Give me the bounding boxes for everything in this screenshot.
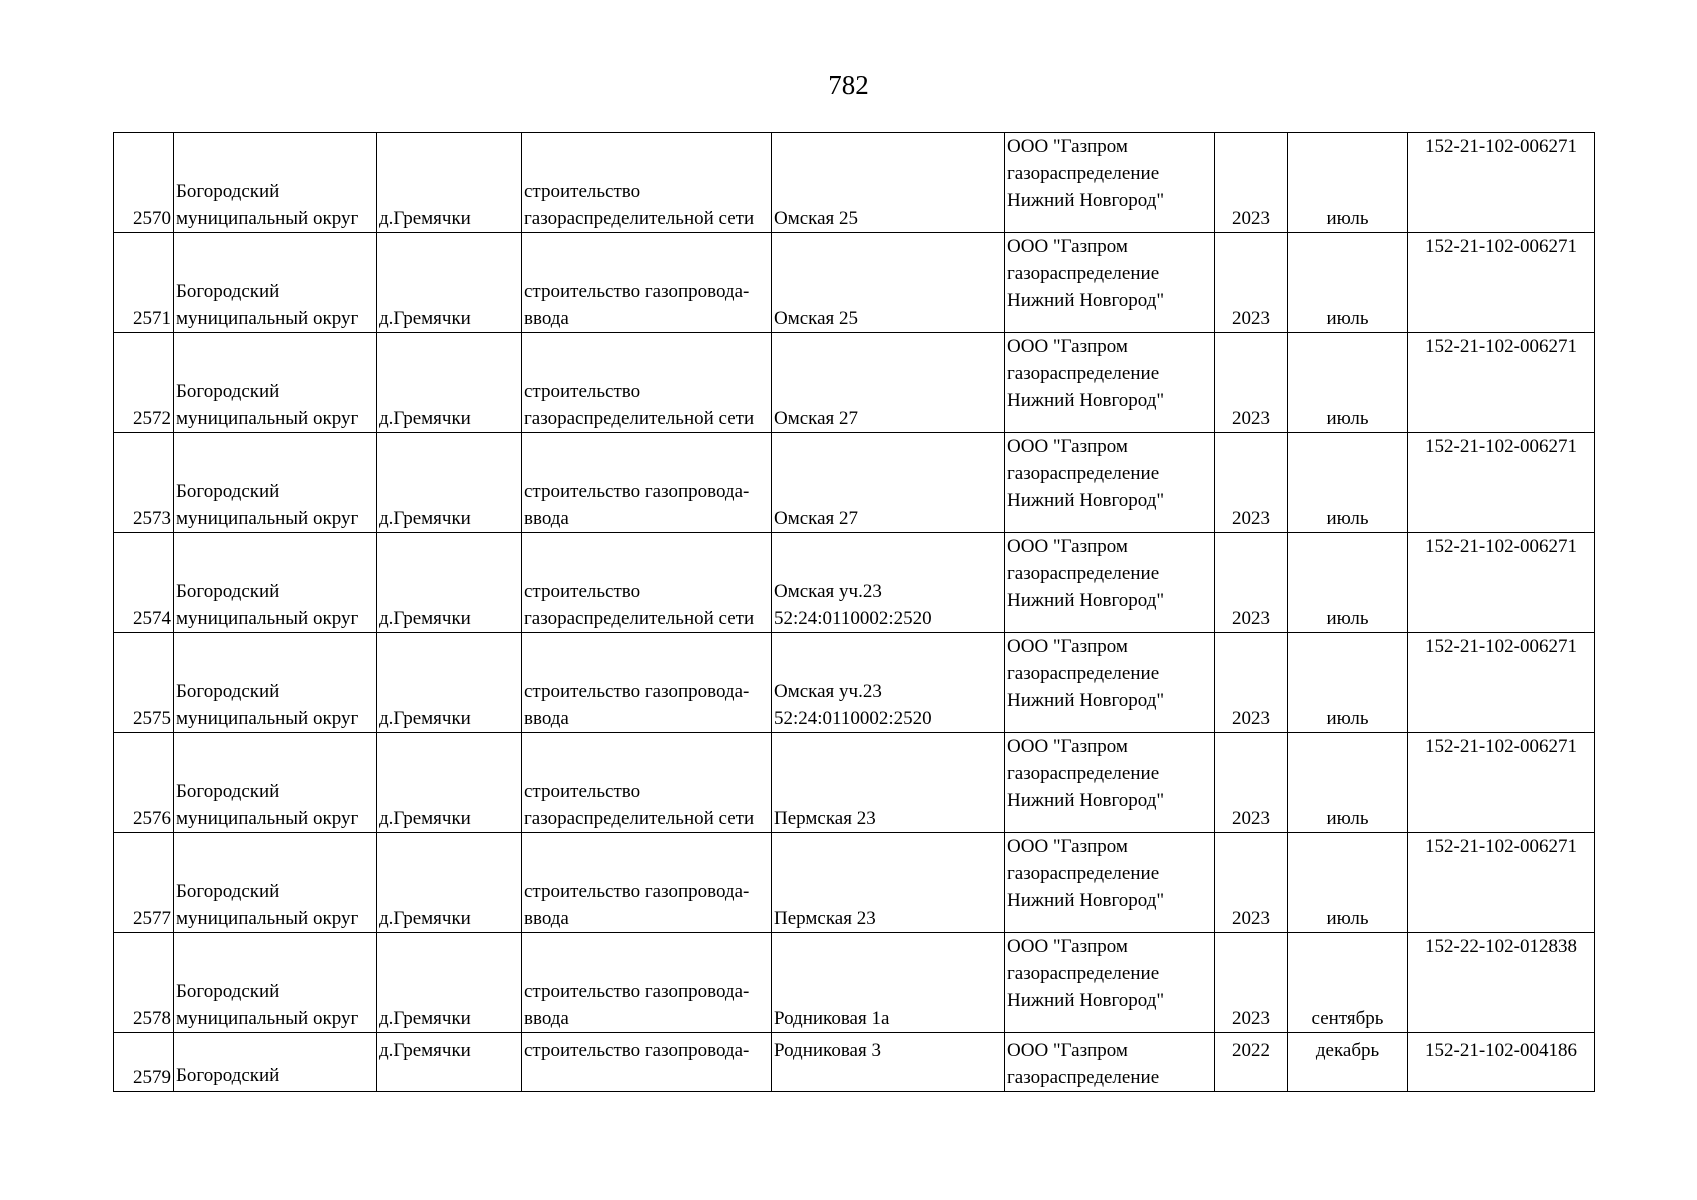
organization-cell-line: Нижний Новгород": [1007, 990, 1165, 1011]
district-cell-line: муниципальный округ: [176, 1008, 359, 1029]
address-cell-line: 52:24:0110002:2520: [774, 708, 932, 729]
district-cell-line: муниципальный округ: [176, 808, 359, 829]
work-type-cell-line: ввода: [524, 1008, 569, 1029]
month-cell: июль: [1288, 233, 1408, 333]
register-table: [113, 132, 1595, 1092]
address-cell: [772, 133, 1005, 233]
month-cell: июль: [1288, 833, 1408, 933]
organization-cell-line: газораспределение: [1007, 1067, 1160, 1088]
district-cell-line: муниципальный округ: [176, 308, 359, 329]
organization-cell: [1005, 933, 1215, 1033]
address-cell-line: Омская 27: [774, 508, 859, 529]
district-cell-line: муниципальный округ: [176, 708, 359, 729]
row-number: 2578: [114, 933, 174, 1033]
year-cell: 2022: [1215, 1033, 1288, 1092]
organization-cell-line: ООО "Газпром: [1007, 1040, 1128, 1061]
district-cell-line: Богородский: [176, 1065, 280, 1086]
year-cell: 2023: [1215, 633, 1288, 733]
work-type-cell-line: строительство: [524, 181, 641, 202]
address-cell-line: Родниковая 3: [774, 1040, 881, 1061]
permit-code-cell: 152-21-102-006271: [1408, 833, 1595, 933]
work-type-cell-line: строительство: [524, 781, 641, 802]
work-type-cell-line: ввода: [524, 908, 569, 929]
organization-cell-line: ООО "Газпром: [1007, 936, 1128, 957]
address-cell: [772, 233, 1005, 333]
district-cell: [174, 1033, 377, 1092]
work-type-cell-line: строительство: [524, 381, 641, 402]
district-cell-line: муниципальный округ: [176, 908, 359, 929]
organization-cell-line: газораспределение: [1007, 363, 1160, 384]
organization-cell-line: газораспределение: [1007, 263, 1160, 284]
address-cell: [772, 433, 1005, 533]
work-type-cell: [522, 133, 772, 233]
organization-cell: [1005, 533, 1215, 633]
organization-cell: [1005, 333, 1215, 433]
month-cell: сентябрь: [1288, 933, 1408, 1033]
work-type-cell-line: ввода: [524, 708, 569, 729]
row-number: 2571: [114, 233, 174, 333]
district-cell: [174, 733, 377, 833]
address-cell: [772, 533, 1005, 633]
permit-code-cell: 152-21-102-006271: [1408, 533, 1595, 633]
permit-code-cell: 152-22-102-012838: [1408, 933, 1595, 1033]
organization-cell: [1005, 833, 1215, 933]
address-cell: [772, 1033, 1005, 1092]
district-cell-line: Богородский: [176, 481, 280, 502]
district-cell: [174, 833, 377, 933]
address-cell-line: Омская уч.23: [774, 581, 882, 602]
work-type-cell-line: строительство газопровода-: [524, 981, 750, 1002]
address-cell-line: Родниковая 1а: [774, 1008, 890, 1029]
organization-cell-line: ООО "Газпром: [1007, 436, 1128, 457]
organization-cell-line: Нижний Новгород": [1007, 590, 1165, 611]
address-cell-line: Пермская 23: [774, 908, 876, 929]
row-number: 2579: [114, 1033, 174, 1092]
district-cell-line: Богородский: [176, 581, 280, 602]
permit-code-cell: 152-21-102-004186: [1408, 1033, 1595, 1092]
work-type-cell-line: газораспределительной сети: [524, 208, 755, 229]
district-cell-line: муниципальный округ: [176, 508, 359, 529]
address-cell: [772, 633, 1005, 733]
locality-cell: д.Гремячки: [377, 133, 522, 233]
year-cell: 2023: [1215, 333, 1288, 433]
district-cell: [174, 233, 377, 333]
year-cell: 2023: [1215, 233, 1288, 333]
year-cell: 2023: [1215, 533, 1288, 633]
work-type-cell: [522, 233, 772, 333]
locality-cell: д.Гремячки: [377, 733, 522, 833]
district-cell: [174, 533, 377, 633]
locality-cell: д.Гремячки: [377, 633, 522, 733]
address-cell-line: Омская 27: [774, 408, 859, 429]
permit-code-cell: 152-21-102-006271: [1408, 733, 1595, 833]
year-cell: 2023: [1215, 833, 1288, 933]
district-cell: [174, 333, 377, 433]
work-type-cell-line: строительство газопровода-: [524, 881, 750, 902]
table-row: [114, 233, 1595, 333]
work-type-cell: [522, 833, 772, 933]
row-number: 2572: [114, 333, 174, 433]
permit-code-cell: 152-21-102-006271: [1408, 233, 1595, 333]
organization-cell-line: ООО "Газпром: [1007, 336, 1128, 357]
row-number: 2575: [114, 633, 174, 733]
locality-cell: д.Гремячки: [377, 333, 522, 433]
work-type-cell-line: строительство газопровода-: [524, 481, 750, 502]
month-cell: июль: [1288, 333, 1408, 433]
row-number: 2573: [114, 433, 174, 533]
organization-cell: [1005, 1033, 1215, 1092]
work-type-cell-line: газораспределительной сети: [524, 408, 755, 429]
organization-cell-line: газораспределение: [1007, 663, 1160, 684]
organization-cell-line: Нижний Новгород": [1007, 790, 1165, 811]
organization-cell-line: газораспределение: [1007, 563, 1160, 584]
district-cell-line: Богородский: [176, 981, 280, 1002]
district-cell-line: Богородский: [176, 881, 280, 902]
work-type-cell: [522, 1033, 772, 1092]
district-cell-line: Богородский: [176, 181, 280, 202]
organization-cell: [1005, 433, 1215, 533]
work-type-cell-line: строительство: [524, 581, 641, 602]
district-cell-line: Богородский: [176, 281, 280, 302]
address-cell-line: 52:24:0110002:2520: [774, 608, 932, 629]
organization-cell: [1005, 633, 1215, 733]
address-cell: [772, 933, 1005, 1033]
address-cell-line: Омская 25: [774, 208, 859, 229]
locality-cell: д.Гремячки: [377, 533, 522, 633]
table-body: [114, 133, 1595, 1092]
locality-cell: д.Гремячки: [377, 933, 522, 1033]
table-row: [114, 533, 1595, 633]
district-cell-line: муниципальный округ: [176, 208, 359, 229]
table-row: [114, 133, 1595, 233]
organization-cell-line: газораспределение: [1007, 463, 1160, 484]
table-row: [114, 933, 1595, 1033]
locality-cell: д.Гремячки: [377, 433, 522, 533]
month-cell: июль: [1288, 633, 1408, 733]
address-cell-line: Омская уч.23: [774, 681, 882, 702]
year-cell: 2023: [1215, 433, 1288, 533]
month-cell: декабрь: [1288, 1033, 1408, 1092]
work-type-cell: [522, 633, 772, 733]
table-row: [114, 433, 1595, 533]
address-cell: [772, 333, 1005, 433]
work-type-cell: [522, 733, 772, 833]
address-cell-line: Пермская 23: [774, 808, 876, 829]
row-number: 2570: [114, 133, 174, 233]
permit-code-cell: 152-21-102-006271: [1408, 633, 1595, 733]
district-cell: [174, 633, 377, 733]
district-cell: [174, 933, 377, 1033]
table-row: [114, 833, 1595, 933]
month-cell: июль: [1288, 733, 1408, 833]
address-cell-line: Омская 25: [774, 308, 859, 329]
permit-code-cell: 152-21-102-006271: [1408, 133, 1595, 233]
organization-cell-line: Нижний Новгород": [1007, 290, 1165, 311]
work-type-cell-line: строительство газопровода-: [524, 281, 750, 302]
address-cell: [772, 833, 1005, 933]
organization-cell-line: газораспределение: [1007, 763, 1160, 784]
locality-cell: д.Гремячки: [377, 233, 522, 333]
organization-cell-line: Нижний Новгород": [1007, 890, 1165, 911]
month-cell: июль: [1288, 133, 1408, 233]
table-row: [114, 733, 1595, 833]
district-cell-line: муниципальный округ: [176, 408, 359, 429]
organization-cell-line: ООО "Газпром: [1007, 636, 1128, 657]
organization-cell-line: газораспределение: [1007, 163, 1160, 184]
district-cell-line: Богородский: [176, 781, 280, 802]
table-row: [114, 1033, 1595, 1092]
row-number: 2574: [114, 533, 174, 633]
organization-cell: [1005, 733, 1215, 833]
permit-code-cell: 152-21-102-006271: [1408, 433, 1595, 533]
row-number: 2576: [114, 733, 174, 833]
organization-cell-line: Нижний Новгород": [1007, 490, 1165, 511]
row-number: 2577: [114, 833, 174, 933]
page-number: 782: [828, 70, 869, 100]
locality-cell: д.Гремячки: [377, 1033, 522, 1092]
work-type-cell: [522, 333, 772, 433]
organization-cell-line: Нижний Новгород": [1007, 690, 1165, 711]
month-cell: июль: [1288, 433, 1408, 533]
work-type-cell: [522, 933, 772, 1033]
year-cell: 2023: [1215, 133, 1288, 233]
district-cell: [174, 133, 377, 233]
address-cell: [772, 733, 1005, 833]
organization-cell-line: ООО "Газпром: [1007, 136, 1128, 157]
table-row: [114, 633, 1595, 733]
organization-cell-line: Нижний Новгород": [1007, 190, 1165, 211]
organization-cell: [1005, 133, 1215, 233]
table-row: [114, 333, 1595, 433]
organization-cell: [1005, 233, 1215, 333]
organization-cell-line: газораспределение: [1007, 963, 1160, 984]
work-type-cell-line: газораспределительной сети: [524, 608, 755, 629]
work-type-cell-line: ввода: [524, 308, 569, 329]
organization-cell-line: газораспределение: [1007, 863, 1160, 884]
district-cell-line: Богородский: [176, 381, 280, 402]
district-cell-line: муниципальный округ: [176, 608, 359, 629]
work-type-cell-line: строительство газопровода-: [524, 1040, 750, 1061]
year-cell: 2023: [1215, 733, 1288, 833]
work-type-cell-line: газораспределительной сети: [524, 808, 755, 829]
work-type-cell-line: ввода: [524, 508, 569, 529]
organization-cell-line: ООО "Газпром: [1007, 836, 1128, 857]
organization-cell-line: ООО "Газпром: [1007, 736, 1128, 757]
organization-cell-line: ООО "Газпром: [1007, 236, 1128, 257]
month-cell: июль: [1288, 533, 1408, 633]
work-type-cell: [522, 533, 772, 633]
permit-code-cell: 152-21-102-006271: [1408, 333, 1595, 433]
work-type-cell: [522, 433, 772, 533]
year-cell: 2023: [1215, 933, 1288, 1033]
locality-cell: д.Гремячки: [377, 833, 522, 933]
district-cell: [174, 433, 377, 533]
district-cell-line: Богородский: [176, 681, 280, 702]
organization-cell-line: ООО "Газпром: [1007, 536, 1128, 557]
work-type-cell-line: строительство газопровода-: [524, 681, 750, 702]
organization-cell-line: Нижний Новгород": [1007, 390, 1165, 411]
